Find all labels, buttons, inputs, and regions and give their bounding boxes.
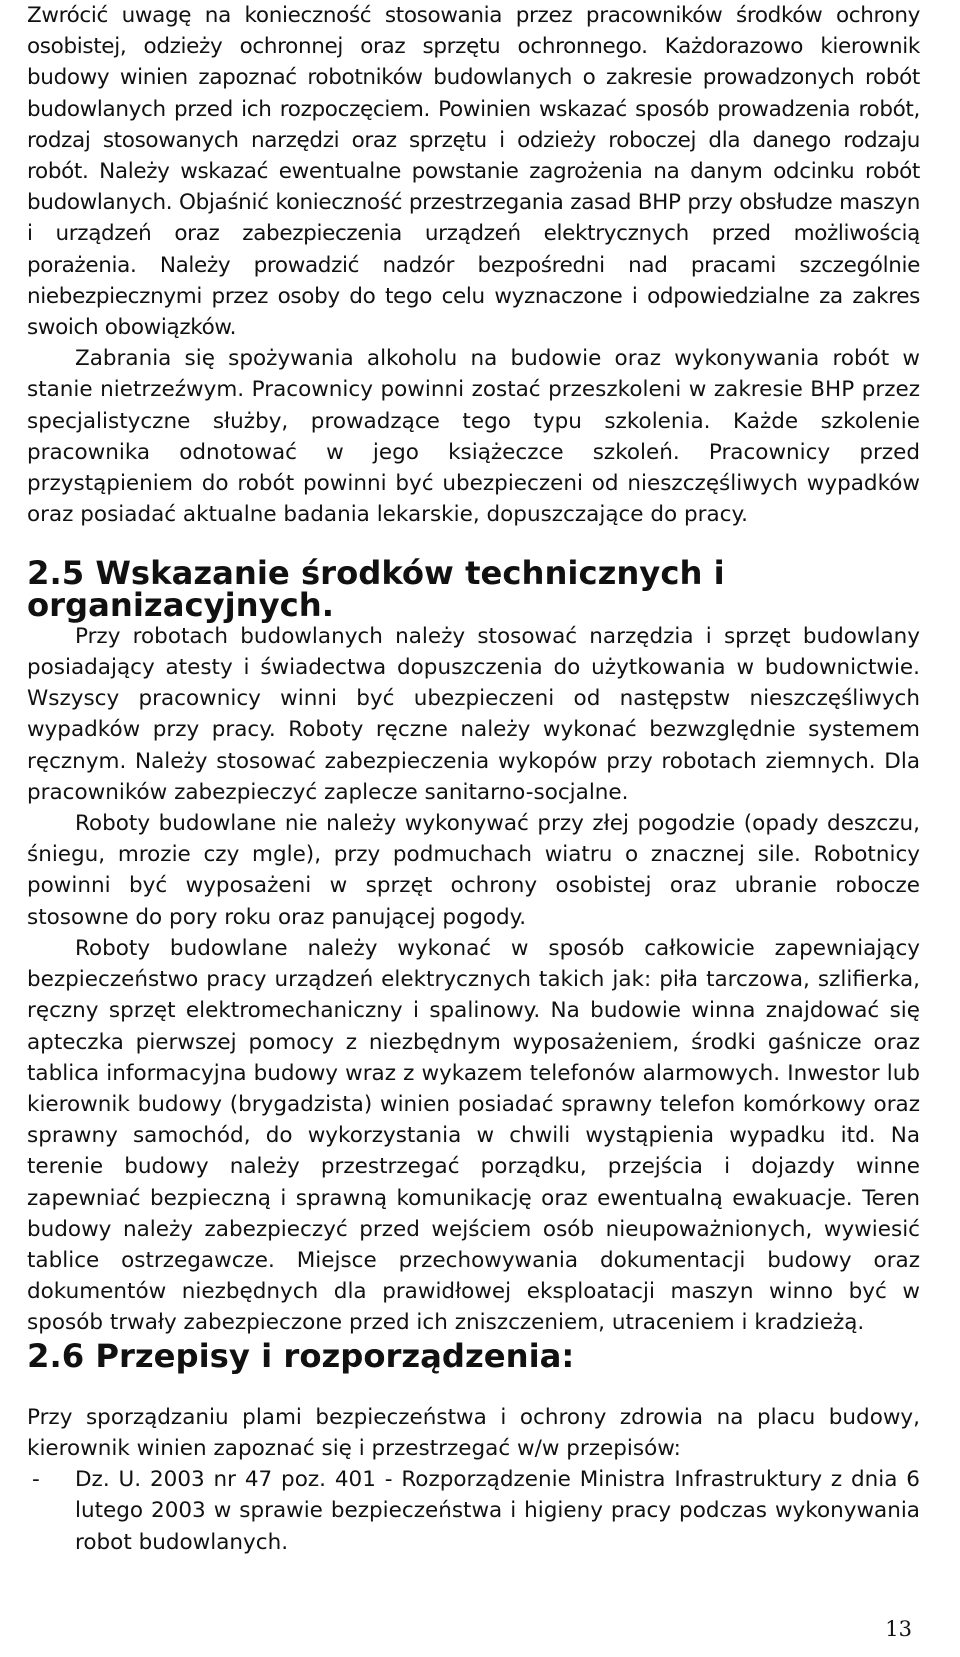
list-item — [27, 1464, 920, 1558]
section-2-5-paragraph-2: Roboty budowlane nie należy wykonywać przy złej pogodzie (opady deszczu, śniegu, mrozie czy mgle), przy podmuchach wiatru o znacznej sile. Robotnicy powinni być wyposażeni w sprzęt ochrony osobistej oraz ubranie robocze stosowne do pory roku oraz panującej pogody. — [27, 811, 920, 930]
section-heading-2-5: 2.5 Wskazanie środków technicznych i organizacyjnych. — [27, 554, 725, 624]
intro-paragraph-2: Zabrania się spożywania alkoholu na budowie oraz wykonywania robót w stanie nietrzeźwym. Pracownicy powinni zostać przeszkoleni w zakresie BHP przez specjalistyczne służby, prowadzące tego typu szkolenia. Każde szkolenie pracownika odnotować w jego książeczce szkoleń. Pracownicy przed przystąpieniem do robót powinni być ubezpieczeni od nieszczęśliwych wypadków oraz posiadać aktualne badania lekarskie, dopuszczające do pracy. — [27, 346, 920, 528]
regulations-list — [27, 1464, 920, 1558]
section-2-5-paragraph-1: Przy robotach budowlanych należy stosować narzędzia i sprzęt budowlany posiadający atesty i świadectwa dopuszczenia do użytkowania w budownictwie. Wszyscy pracownicy winni być ubezpieczeni od następstw nieszczęśliwych wypadków przy pracy. Roboty ręczne należy wykonać bezwzględnie systemem ręcznym. Należy stosować zabezpieczenia wykopów przy robotach ziemnych. Dla pracowników zabezpieczyć zaplecze sanitarno-socjalne. — [27, 623, 920, 805]
page-number: 13 — [885, 1617, 912, 1641]
section-2-5-paragraph-3: Roboty budowlane należy wykonać w sposób całkowicie zapewniający bezpieczeństwo pracy urządzeń elektrycznych takich jak: piła tarczowa, szlifierka, ręczny sprzęt elektromechaniczny i spalinowy. Na budowie winna znajdować się apteczka pierwszej pomocy z niezbędnym wyposażeniem, środki gaśnicze oraz tablica informacyjna budowy wraz z wykazem telefonów alarmowych. Inwestor lub kierownik budowy (brygadzista) winien posiadać sprawny telefon komórkowy oraz sprawny samochód, do wykorzystania w chwili wystąpienia wypadku itd. Na terenie budowy należy przestrzegać porządku, przejścia i dojazdy winne zapewniać bezpieczną i sprawną komunikację oraz ewentualną ewakuacje. Teren budowy należy zabezpieczyć przed wejściem osób nieupoważnionych, wywiesić tablice ostrzegawcze. Miejsce przechowywania dokumentacji budowy oraz dokumentów niezbędnych dla prawidłowej eksploatacji maszyn winno być w sposób trwały zabezpieczone przed ich zniszczeniem, utraceniem i kradzieżą. — [27, 935, 920, 1336]
section-heading-2-6: 2.6 Przepisy i rozporządzenia: — [27, 1336, 575, 1375]
intro-paragraph-1: Zwrócić uwagę na konieczność stosowania przez pracowników środków ochrony osobistej, odzieży ochronnej oraz sprzętu ochronnego. Każdorazowo kierownik budowy winien zapoznać robotników budowlanych o zakresie prowadzonych robót budowlanych przed ich rozpoczęciem. Powinien wskazać sposób prowadzenia robót, rodzaj stosowanych narzędzi oraz sprzętu i odzieży roboczej dla danego rodzaju robót. Należy wskazać ewentualne powstanie zagrożenia na danym odcinku robót budowlanych. Objaśnić konieczność przestrzegania zasad BHP przy obsłudze maszyn i urządzeń oraz zabezpieczenia urządzeń elektrycznych przed możliwością porażenia. Należy prowadzić nadzór bezpośredni nad pracami szczególnie niebezpiecznymi przez osoby do tego celu wyznaczone i odpowiedzialne za zakres swoich obowiązków. — [27, 3, 920, 341]
document-page — [27, 0, 920, 1558]
section-2-6-paragraph-1: Przy sporządzaniu plami bezpieczeństwa i ochrony zdrowia na placu budowy, kierownik winien zapoznać się i przestrzegać w/w przepisów: — [27, 1404, 920, 1461]
list-marker: - — [32, 1467, 40, 1493]
regulation-text: Dz. U. 2003 nr 47 poz. 401 - Rozporządzenie Ministra Infrastruktury z dnia 6 lutego 2003 w sprawie bezpieczeństwa i higieny pracy podczas wykonywania robot budowlanych. — [75, 1467, 920, 1555]
